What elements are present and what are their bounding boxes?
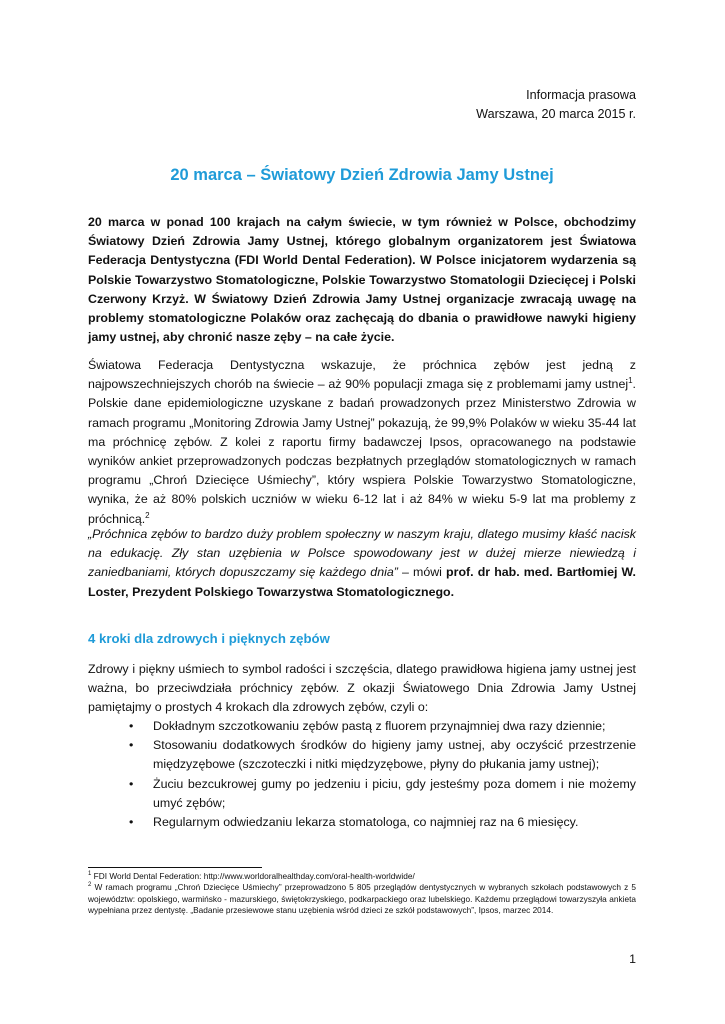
p1-text-a: Światowa Federacja Dentystyczna wskazuje, że próchnica zębów jest jedną z najpowszechniejszych chorób na świecie – aż 90% populacji zmaga się z problemami jamy ustnej — [88, 358, 636, 392]
footnote-text: W ramach programu „Chroń Dziecięce Uśmiechy” przeprowadzono 5 805 przeglądów dentystycznych w wybranych szkołach podstawowych z 5 województw: opolskiego, warmińsko - mazurskiego, świętokrzyskiego, podkarpackiego oraz lubelskiego. Każdemu przeglądowi towarzyszyła ankieta wypełniana przez dentystę. „Badanie przesiewowe stanu uzębienia wśród dzieci ze szkół podstawowych”, Ipsos, marzec 2014. — [88, 882, 636, 916]
list-item — [88, 775, 636, 813]
list-item-text: Regularnym odwiedzaniu lekarza stomatologa, co najmniej raz na 6 miesięcy. — [153, 815, 579, 830]
lead-paragraph: 20 marca w ponad 100 krajach na całym świecie, w tym również w Polsce, obchodzimy Światowy Dzień Zdrowia Jamy Ustnej, którego globalnym organizatorem jest Światowa Federacja Dentystyczna (FDI World Dental Federation). W Polsce inicjatorem wydarzenia są Polskie Towarzystwo Stomatologiczne, Polskie Towarzystwo Stomatologii Dziecięcej i Polski Czerwony Krzyż. W Światowy Dzień Zdrowia Jamy Ustnej organizacje zwracają uwagę na problemy stomatologiczne Polaków oraz zachęcają do dbania o prawidłowe nawyki higieny jamy ustnej, aby chronić nasze zęby – na całe życie. — [88, 215, 636, 345]
page-number: 1 — [629, 952, 636, 966]
press-header — [476, 86, 636, 124]
list-item — [88, 736, 636, 774]
quote-attribution-verb: – mówi — [397, 565, 447, 580]
footnote-number: 2 — [88, 882, 92, 889]
press-date: Warszawa, 20 marca 2015 r. — [476, 107, 636, 121]
bullet-glyph: • — [129, 719, 134, 733]
bullet-glyph: • — [129, 815, 134, 830]
body-paragraph-1 — [88, 356, 636, 529]
bullet-glyph: • — [129, 776, 134, 791]
list-item-text: Stosowaniu dodatkowych środków do higieny jamy ustnej, aby oczyścić przestrzenie międzyzębowe (szczoteczki i nitki międzyzębowe, płyny do płukania jamy ustnej); — [153, 738, 636, 772]
footnotes — [88, 871, 636, 917]
footnote-divider — [88, 867, 262, 868]
press-label: Informacja prasowa — [526, 88, 636, 102]
footnote-ref-1: 1 — [628, 376, 633, 386]
footnote-2 — [88, 882, 636, 916]
list-item — [88, 813, 636, 832]
steps-list — [88, 717, 636, 832]
quote-author: prof. dr hab. med. Bartłomiej W. Loster, Prezydent Polskiego Towarzystwa Stomatologicznego. — [88, 565, 636, 599]
bullet-glyph: • — [129, 738, 134, 753]
list-item-text: Dokładnym szczotkowaniu zębów pastą z fluorem przynajmniej dwa razy dziennie; — [153, 719, 606, 733]
page-title: 20 marca – Światowy Dzień Zdrowia Jamy Ustnej — [170, 166, 554, 184]
section-heading: 4 kroki dla zdrowych i pięknych zębów — [88, 631, 330, 646]
footnote-ref-2: 2 — [145, 510, 150, 520]
p1-text-b: . Polskie dane epidemiologiczne uzyskane z badań prowadzonych przez Ministerstwo Zdrowia w ramach programu „Monitoring Zdrowia Jamy Ustnej” pokazują, że 99,9% Polaków w wieku 35-44 lat ma próchnicę zębów. Z kolei z raportu firmy badawczej Ipsos, opracowanego na podstawie wyników ankiet przeprowadzonych podczas bezpłatnych przeglądów stomatologicznych w ramach programu „Chroń Dziecięce Uśmiechy”, który wspiera Polskie Towarzystwo Stomatologiczne, wynika, że aż 80% polskich uczniów w wieku 6-12 lat i aż 84% w wieku 5-9 lat ma problemy z próchnicą. — [88, 377, 636, 526]
list-item — [88, 717, 636, 736]
footnote-number: 1 — [88, 871, 92, 878]
list-item-text: Żuciu bezcukrowej gumy po jedzeniu i piciu, gdy jesteśmy poza domem i nie możemy umyć zębów; — [153, 776, 636, 810]
quote-text: „Próchnica zębów to bardzo duży problem społeczny w naszym kraju, dlatego musimy kłaść nacisk na edukację. Zły stan uzębienia w Polsce spowodowany jest w dużej mierze niewiedzą i zaniedbaniami, których dopuszczamy się każdego dnia” — [88, 527, 636, 580]
footnote-1 — [88, 871, 636, 882]
quote-paragraph — [88, 525, 636, 602]
footnote-text: FDI World Dental Federation: http://www.worldoralhealthday.com/oral-health-worldwide/ — [91, 871, 415, 881]
body-paragraph-2: Zdrowy i piękny uśmiech to symbol radości i szczęścia, dlatego prawidłowa higiena jamy ustnej jest ważna, bo przeciwdziała próchnicy zębów. Z okazji Światowego Dnia Zdrowia Jamy Ustnej pamiętajmy o prostych 4 krokach dla zdrowych zębów, czyli o: — [88, 662, 636, 715]
